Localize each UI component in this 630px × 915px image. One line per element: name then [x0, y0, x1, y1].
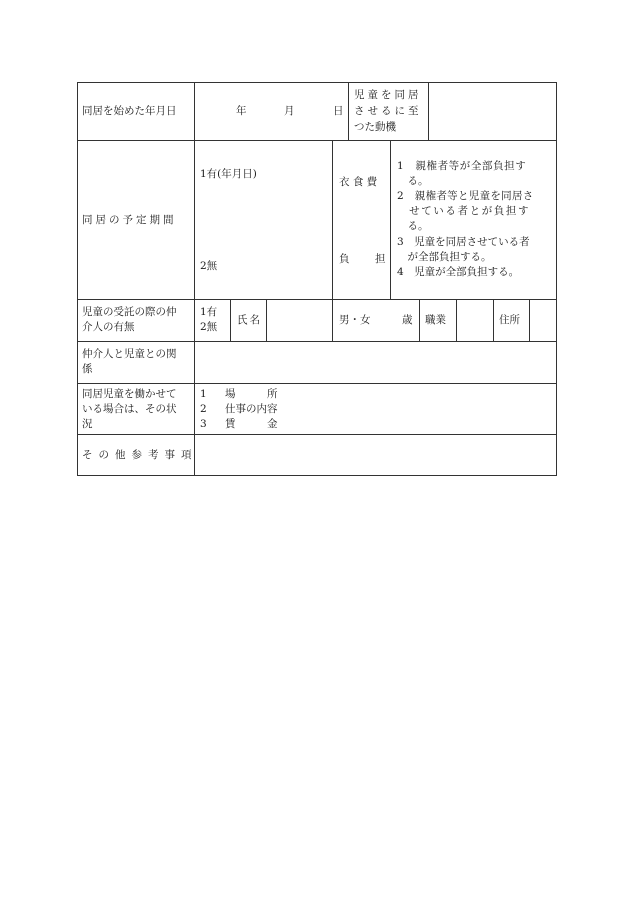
work-item-3-number: 3 — [200, 418, 207, 430]
work-item-3-label: 賃 金 — [225, 418, 278, 430]
job-field[interactable] — [460, 303, 490, 337]
row-divider-1 — [77, 140, 557, 141]
row3-divider-1 — [230, 299, 231, 341]
border-right — [556, 82, 557, 476]
row1-divider-b — [428, 82, 429, 140]
relationship-field[interactable] — [199, 345, 551, 379]
work-item-2-label: 仕事の内容 — [225, 403, 278, 415]
motive-label-line1: 児童を同居 — [354, 89, 422, 101]
row3-label-line1: 児童の受託の際の仲 — [82, 306, 177, 318]
row6-label: その他参考事項 — [82, 449, 198, 461]
row3-label-line2: 介人の有無 — [82, 321, 135, 333]
period-option-no[interactable]: 2無 — [200, 260, 218, 272]
cost-label-bottom-b: 担 — [375, 253, 386, 265]
row2-divider-a — [332, 140, 333, 299]
address-label: 住所 — [499, 314, 520, 326]
work-item-1-number: 1 — [200, 388, 207, 400]
motive-label-line2: させるに至 — [354, 105, 422, 117]
row3-divider-5 — [456, 299, 457, 341]
work-item-1-label: 場 所 — [225, 388, 278, 400]
border-top — [77, 82, 557, 83]
row-divider-5 — [77, 434, 557, 435]
cost-option-1-line2: る。 — [397, 175, 429, 187]
row3-divider-3 — [332, 299, 333, 341]
cost-option-2-line1[interactable]: 2 親権者等と児童を同居さ — [397, 190, 534, 202]
work-item-2-number: 2 — [200, 403, 207, 415]
cost-label-top: 衣 食 費 — [339, 176, 378, 188]
row3-divider-2 — [266, 299, 267, 341]
other-notes-field[interactable] — [199, 438, 551, 471]
row1-divider-a — [348, 82, 349, 140]
row-divider-4 — [77, 383, 557, 384]
name-field[interactable] — [270, 303, 328, 337]
row2-label: 同居の予定期間 — [82, 214, 177, 226]
border-bottom — [77, 475, 557, 476]
date-day-label: 日 — [333, 105, 344, 117]
label-column-divider — [194, 82, 195, 476]
row2-divider-b — [390, 140, 391, 299]
row4-label-line1: 仲介人と児童との関 — [82, 348, 177, 360]
row5-label-line2: いる場合は、その状 — [82, 403, 177, 415]
date-month-label: 月 — [284, 105, 295, 117]
job-label: 職業 — [425, 314, 446, 326]
age-suffix-label: 歳 — [402, 314, 413, 326]
cost-option-4-line1[interactable]: 4 児童が全部負担する。 — [397, 266, 520, 278]
motive-label-line3: つた動機 — [354, 121, 396, 133]
intermediary-option-no[interactable]: 2無 — [200, 321, 218, 333]
address-field[interactable] — [532, 303, 554, 337]
row5-label-line3: 況 — [82, 418, 93, 430]
name-label: 氏名 — [237, 314, 262, 326]
border-left — [77, 82, 78, 476]
row1-label: 同居を始めた年月日 — [82, 105, 177, 117]
row3-divider-4 — [419, 299, 420, 341]
period-option-yes[interactable]: 1有(年月日) — [200, 168, 257, 180]
row4-label-line2: 係 — [82, 363, 93, 375]
cost-option-3-line1[interactable]: 3 児童を同居させている者 — [397, 236, 530, 248]
gender-select[interactable]: 男・女 — [339, 314, 371, 326]
row-divider-2 — [77, 299, 557, 300]
cost-option-1-line1[interactable]: 1 親権者等が全部負担す — [397, 160, 527, 172]
row3-divider-7 — [529, 299, 530, 341]
cost-option-2-line2: せている者とが負担す — [397, 205, 531, 217]
intermediary-option-yes[interactable]: 1有 — [200, 306, 218, 318]
cost-label-bottom-a: 負 — [339, 253, 350, 265]
cost-option-2-line3: る。 — [397, 220, 429, 232]
row5-label-line1: 同居児童を働かせて — [82, 388, 177, 400]
row3-divider-6 — [493, 299, 494, 341]
row-divider-3 — [77, 341, 557, 342]
cost-option-3-line2: が全部負担する。 — [397, 251, 492, 263]
date-year-label: 年 — [236, 105, 247, 117]
motive-value-field[interactable] — [433, 86, 553, 136]
